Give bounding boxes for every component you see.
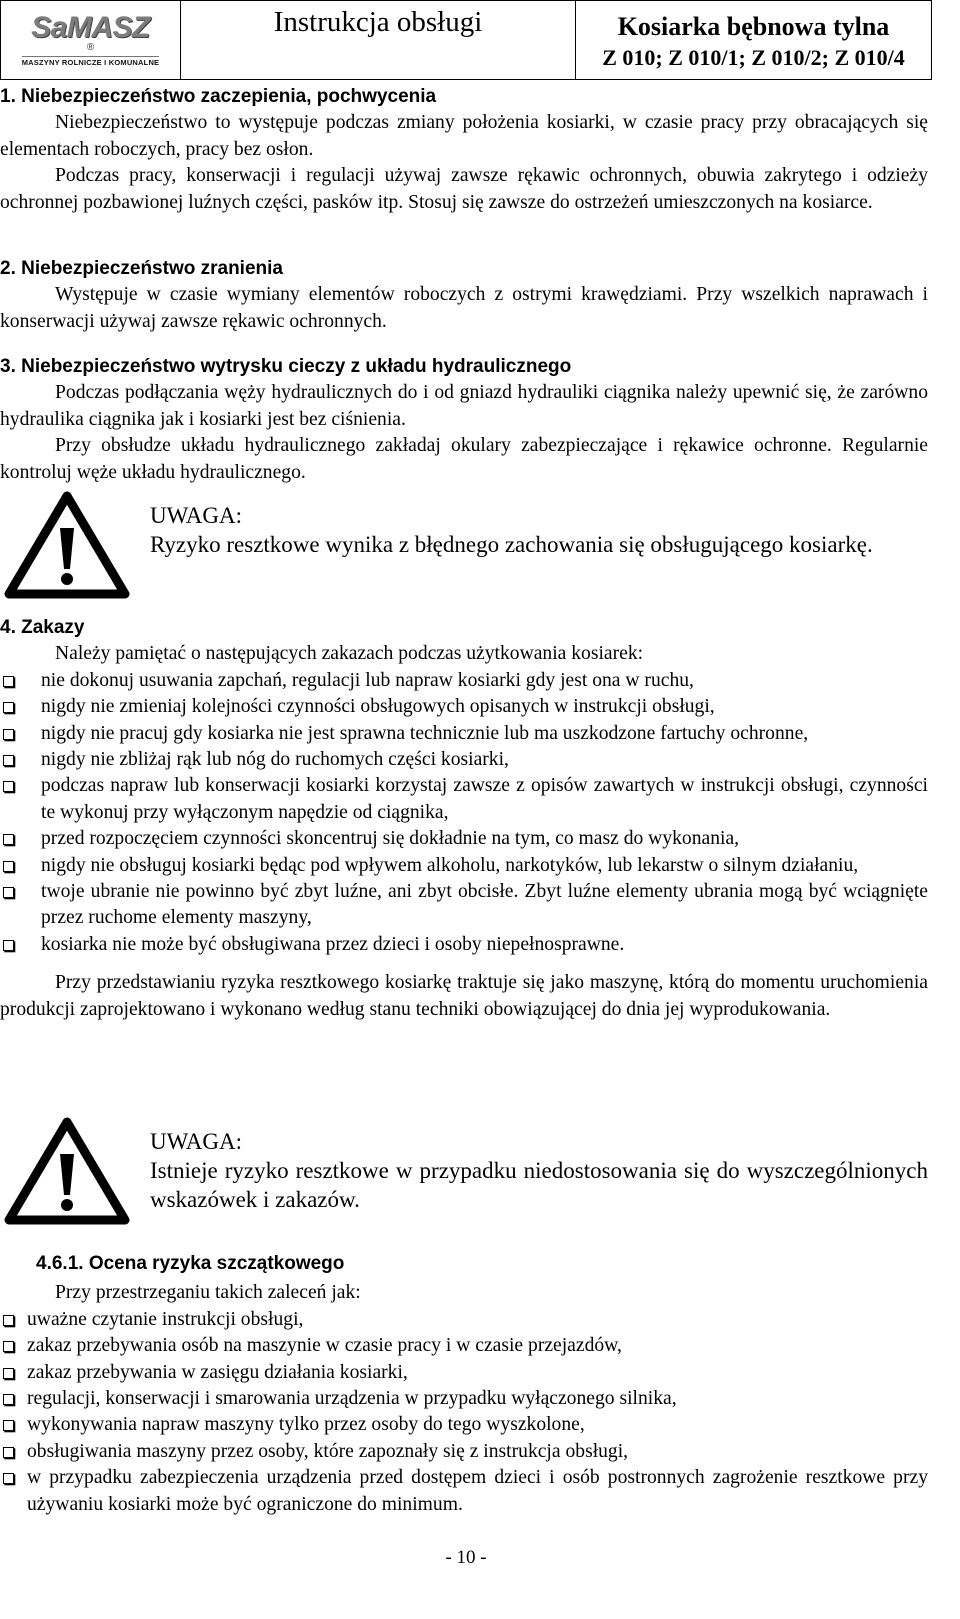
doc-title: Instrukcja obsługi xyxy=(273,6,483,38)
warning-title: UWAGA: xyxy=(150,1129,242,1154)
product-name: Kosiarka bębnowa tylna xyxy=(617,12,890,41)
list-item: przed rozpoczęciem czynności skoncentruj się dokładnie na tym, co masz do wykonania, xyxy=(0,826,928,852)
list-item: zakaz przebywania osób na maszynie w czasie pracy i w czasie przejazdów, xyxy=(0,1333,928,1359)
section-4-6-1 xyxy=(0,1251,928,1518)
page-header xyxy=(0,0,932,80)
recommendations-list xyxy=(0,1307,928,1518)
warning-text-2 xyxy=(150,1127,928,1214)
section-heading: 4.6.1. Ocena ryzyka szczątkowego xyxy=(36,1253,345,1274)
paragraph: Należy pamiętać o następujących zakazach podczas użytkowania kosiarek: xyxy=(55,643,644,665)
list-item: w przypadku zabezpieczenia urządzenia przed dostępem dzieci i osób postronnych zagrożenie resztkowe przy używaniu kosiarki może być ograniczone do minimum. xyxy=(0,1465,928,1518)
warning-text-1 xyxy=(150,501,928,559)
warning-box-1 xyxy=(0,491,928,606)
warning-triangle-icon xyxy=(4,491,130,599)
section-heading: 3. Niebezpieczeństwo wytrysku cieczy z układu hydraulicznego xyxy=(0,356,572,377)
list-item: twoje ubranie nie powinno być zbyt luźne, ani zbyt obcisłe. Zbyt luźne elementy ubrania mogą być wciągnięte przez ruchome elementy maszyny, xyxy=(0,879,928,932)
list-item: uważne czytanie instrukcji obsługi, xyxy=(0,1307,928,1333)
list-item: regulacji, konserwacji i smarowania urządzenia w przypadku wyłączonego silnika, xyxy=(0,1386,928,1412)
paragraph: Przy przedstawianiu ryzyka resztkowego kosiarkę traktuje się jako maszynę, którą do momentu uruchomienia produkcji zaprojektowano i wykonano według stanu techniki obowiązującej do dnia jej wyprodukowania. xyxy=(0,972,928,1020)
section-1 xyxy=(0,84,928,216)
product-cell xyxy=(576,1,931,79)
list-item: podczas napraw lub konserwacji kosiarki korzystaj zawsze z opisów zawartych w instrukcji obsługi, czynności te wykonuj przy wyłączonym napędzie od ciągnika, xyxy=(0,773,928,826)
warning-title: UWAGA: xyxy=(150,503,242,528)
product-models: Z 010; Z 010/1; Z 010/2; Z 010/4 xyxy=(602,45,905,70)
list-item: nigdy nie obsługuj kosiarki będąc pod wpływem alkoholu, narkotyków, lub lekarstw o silnym działaniu, xyxy=(0,853,928,879)
list-item: nigdy nie zmieniaj kolejności czynności obsługowych opisanych w instrukcji obsługi, xyxy=(0,694,928,720)
list-item: wykonywania napraw maszyny tylko przez osoby do tego wyszkolone, xyxy=(0,1412,928,1438)
section-heading: 2. Niebezpieczeństwo zranienia xyxy=(0,258,283,279)
section-heading: 4. Zakazy xyxy=(0,617,85,638)
paragraph: Niebezpieczeństwo to występuje podczas zmiany położenia kosiarki, w czasie pracy przy obracających się elementach roboczych, pracy bez osłon. xyxy=(0,112,928,160)
list-item: obsługiwania maszyny przez osoby, które zapoznały się z instrukcja obsługi, xyxy=(0,1439,928,1465)
list-item: nigdy nie zbliżaj rąk lub nóg do ruchomych części kosiarki, xyxy=(0,747,928,773)
paragraph: Podczas podłączania węży hydraulicznych do i od gniazd hydrauliki ciągnika należy upewnić się, że zarówno hydraulika ciągnika jak i kosiarki jest bez ciśnienia. xyxy=(0,382,928,430)
section-2 xyxy=(0,256,928,335)
warning-message: Ryzyko resztkowe wynika z błędnego zachowania się obsługującego kosiarkę. xyxy=(150,532,873,557)
doc-title-cell xyxy=(181,1,576,79)
logo-brand: SaMASZ xyxy=(31,11,150,44)
logo-registered-mark: ® xyxy=(86,42,95,53)
brand-logo xyxy=(1,1,181,79)
paragraph: Przy obsłudze układu hydraulicznego zakładaj okulary zabezpieczające i rękawice ochronne. Regularnie kontroluj węże układu hydraulicznego. xyxy=(0,435,928,483)
warning-message: Istnieje ryzyko resztkowe w przypadku niedostosowania się do wyszczególnionych wskazówek i zakazów. xyxy=(150,1158,928,1212)
warning-triangle-icon xyxy=(4,1117,130,1225)
warning-box-2 xyxy=(0,1117,928,1232)
section-heading: 1. Niebezpieczeństwo zaczepienia, pochwycenia xyxy=(0,86,437,107)
page-number: - 10 - xyxy=(445,1547,487,1568)
paragraph: Podczas pracy, konserwacji i regulacji używaj zawsze rękawic ochronnych, obuwia zakrytego i odzieży ochronnej pozbawionej luźnych części, pasków itp. Stosuj się zawsze do ostrzeżeń umieszczonych na kosiarce. xyxy=(0,165,928,213)
list-item: nie dokonuj usuwania zapchań, regulacji lub napraw kosiarki gdy jest ona w ruchu, xyxy=(0,668,928,694)
list-item: nigdy nie pracuj gdy kosiarka nie jest sprawna technicznie lub ma uszkodzone fartuchy ochronne, xyxy=(0,721,928,747)
paragraph: Występuje w czasie wymiany elementów roboczych z ostrymi krawędziami. Przy wszelkich naprawach i konserwacji używaj zawsze rękawic ochronnych. xyxy=(0,284,928,332)
list-item: kosiarka nie może być obsługiwana przez dzieci i osoby niepełnosprawne. xyxy=(0,932,928,958)
prohibitions-list xyxy=(0,668,928,958)
list-item: zakaz przebywania w zasięgu działania kosiarki, xyxy=(0,1360,928,1386)
logo-tagline: MASZYNY ROLNICZE I KOMUNALNE xyxy=(21,58,160,67)
paragraph: Przy przestrzeganiu takich zaleceń jak: xyxy=(55,1282,361,1304)
section-4 xyxy=(0,615,928,1023)
section-3 xyxy=(0,354,928,486)
